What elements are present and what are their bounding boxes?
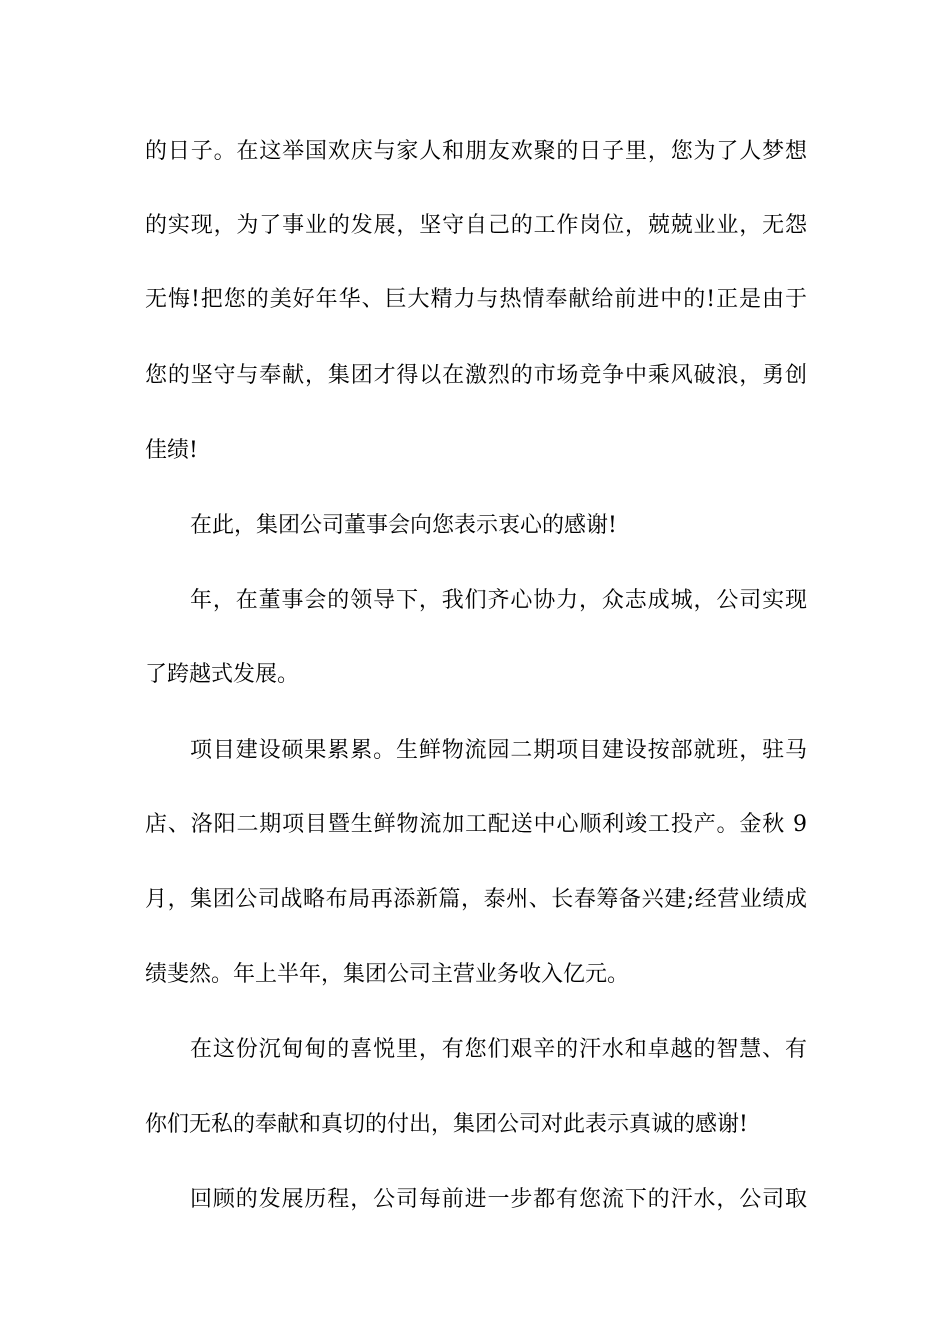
paragraph-line: 你们无私的奉献和真切的付出，集团公司对此表示真诚的感谢! bbox=[145, 1112, 748, 1137]
paragraph-line: 的日子。在这举国欢庆与家人和朋友欢聚的日子里，您为了人梦想 bbox=[145, 139, 807, 164]
paragraph-line: 店、洛阳二期项目暨生鲜物流加工配送中心顺利竣工投产。金秋 9 bbox=[145, 812, 807, 837]
paragraph-line: 在这份沉甸甸的喜悦里，有您们艰辛的汗水和卓越的智慧、有 bbox=[190, 1037, 807, 1062]
paragraph-line: 项目建设硕果累累。生鲜物流园二期项目建设按部就班，驻马 bbox=[190, 738, 807, 763]
paragraph-line: 佳绩! bbox=[145, 438, 198, 463]
paragraph-line: 了跨越式发展。 bbox=[145, 662, 300, 687]
paragraph-line: 您的坚守与奉献，集团才得以在激烈的市场竞争中乘风破浪，勇创 bbox=[145, 363, 807, 388]
paragraph-line: 绩斐然。年上半年，集团公司主营业务收入亿元。 bbox=[145, 962, 630, 987]
paragraph-line: 的实现，为了事业的发展，坚守自己的工作岗位，兢兢业业，无怨 bbox=[145, 213, 807, 238]
paragraph-line: 年，在董事会的领导下，我们齐心协力，众志成城，公司实现 bbox=[190, 588, 807, 613]
paragraph-line: 在此，集团公司董事会向您表示衷心的感谢! bbox=[190, 513, 617, 538]
paragraph-line: 无悔!把您的美好年华、巨大精力与热情奉献给前进中的!正是由于 bbox=[145, 287, 807, 312]
paragraph-line: 回顾的发展历程，公司每前进一步都有您流下的汗水，公司取 bbox=[190, 1187, 807, 1212]
paragraph-line: 月，集团公司战略布局再添新篇，泰州、长春筹备兴建;经营业绩成 bbox=[145, 887, 807, 912]
